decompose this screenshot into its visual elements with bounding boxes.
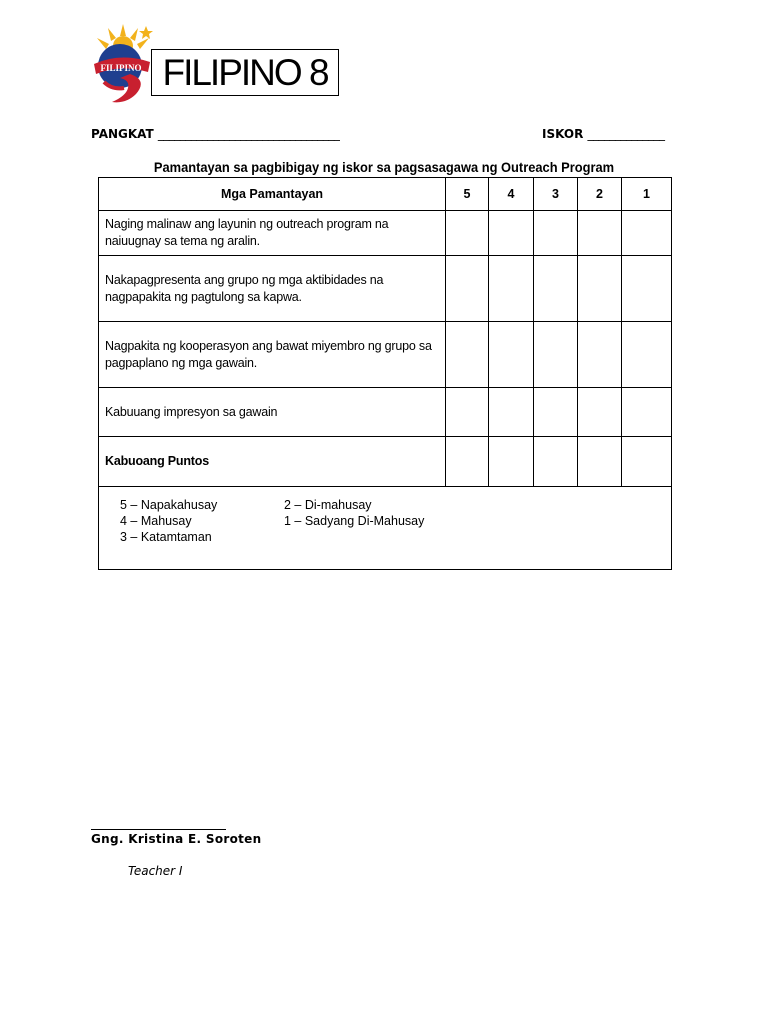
score-header-2: 2 <box>578 178 622 211</box>
score-cell[interactable] <box>446 211 489 256</box>
table-row <box>99 388 672 437</box>
score-header-4: 4 <box>489 178 534 211</box>
score-cell[interactable] <box>489 211 534 256</box>
legend-item: 1 – Sadyang Di-Mahusay <box>284 514 425 528</box>
table-row <box>99 322 672 388</box>
score-cell[interactable] <box>622 256 672 322</box>
table-row <box>99 211 672 256</box>
legend-row <box>99 487 672 570</box>
pangkat-label: PANGKAT <box>91 127 154 141</box>
score-header-5: 5 <box>446 178 489 211</box>
table-row <box>99 256 672 322</box>
rubric-table <box>98 177 672 570</box>
score-header-1: 1 <box>622 178 672 211</box>
legend-item: 5 – Napakahusay <box>120 498 218 512</box>
legend-left <box>120 497 284 545</box>
iskor-label: ISKOR <box>542 127 584 141</box>
score-cell[interactable] <box>489 256 534 322</box>
score-header-3: 3 <box>534 178 578 211</box>
score-cell[interactable] <box>446 322 489 388</box>
pangkat-field <box>91 127 339 141</box>
signature-line <box>91 829 226 830</box>
score-cell[interactable] <box>446 256 489 322</box>
score-cell[interactable] <box>578 322 622 388</box>
table-caption: Pamantayan sa pagbibigay ng iskor sa pagsasagawa ng Outreach Program <box>153 159 615 175</box>
score-cell[interactable] <box>489 322 534 388</box>
score-cell[interactable] <box>622 388 672 437</box>
total-cell[interactable] <box>534 437 578 487</box>
score-cell[interactable] <box>622 322 672 388</box>
score-cell[interactable] <box>534 388 578 437</box>
total-label: Kabuoang Puntos <box>99 437 446 487</box>
total-cell[interactable] <box>489 437 534 487</box>
iskor-blank: ______________ <box>587 127 665 141</box>
legend-item: 3 – Katamtaman <box>120 530 212 544</box>
score-cell[interactable] <box>534 322 578 388</box>
criterion-2: Nakapagpresenta ang grupo ng mga aktibidades na nagpapakita ng pagtulong sa kapwa. <box>99 256 446 322</box>
header-row <box>99 178 672 211</box>
score-cell[interactable] <box>578 388 622 437</box>
page-title: FILIPINO 8 <box>162 51 328 93</box>
score-cell[interactable] <box>622 211 672 256</box>
total-cell[interactable] <box>446 437 489 487</box>
filipino-logo <box>90 22 156 110</box>
score-legend <box>120 497 671 545</box>
title-box <box>151 49 339 96</box>
signatory-name: Gng. Kristina E. Soroten <box>91 832 262 846</box>
pangkat-blank: _________________________________ <box>157 127 340 141</box>
iskor-field <box>542 127 665 141</box>
total-cell[interactable] <box>622 437 672 487</box>
legend-cell <box>99 487 672 570</box>
score-cell[interactable] <box>446 388 489 437</box>
legend-right <box>284 497 424 545</box>
criteria-header: Mga Pamantayan <box>99 178 446 211</box>
legend-item: 2 – Di-mahusay <box>284 498 372 512</box>
signatory-role: Teacher I <box>128 864 183 878</box>
score-cell[interactable] <box>489 388 534 437</box>
score-cell[interactable] <box>534 211 578 256</box>
logo-text: FILIPINO <box>100 63 142 73</box>
legend-item: 4 – Mahusay <box>120 514 192 528</box>
total-row <box>99 437 672 487</box>
criterion-3: Nagpakita ng kooperasyon ang bawat miyembro ng grupo sa pagpaplano ng mga gawain. <box>99 322 446 388</box>
criterion-4: Kabuuang impresyon sa gawain <box>99 388 446 437</box>
score-cell[interactable] <box>534 256 578 322</box>
score-cell[interactable] <box>578 256 622 322</box>
total-cell[interactable] <box>578 437 622 487</box>
criterion-1: Naging malinaw ang layunin ng outreach program na naiuugnay sa tema ng aralin. <box>99 211 446 256</box>
score-cell[interactable] <box>578 211 622 256</box>
